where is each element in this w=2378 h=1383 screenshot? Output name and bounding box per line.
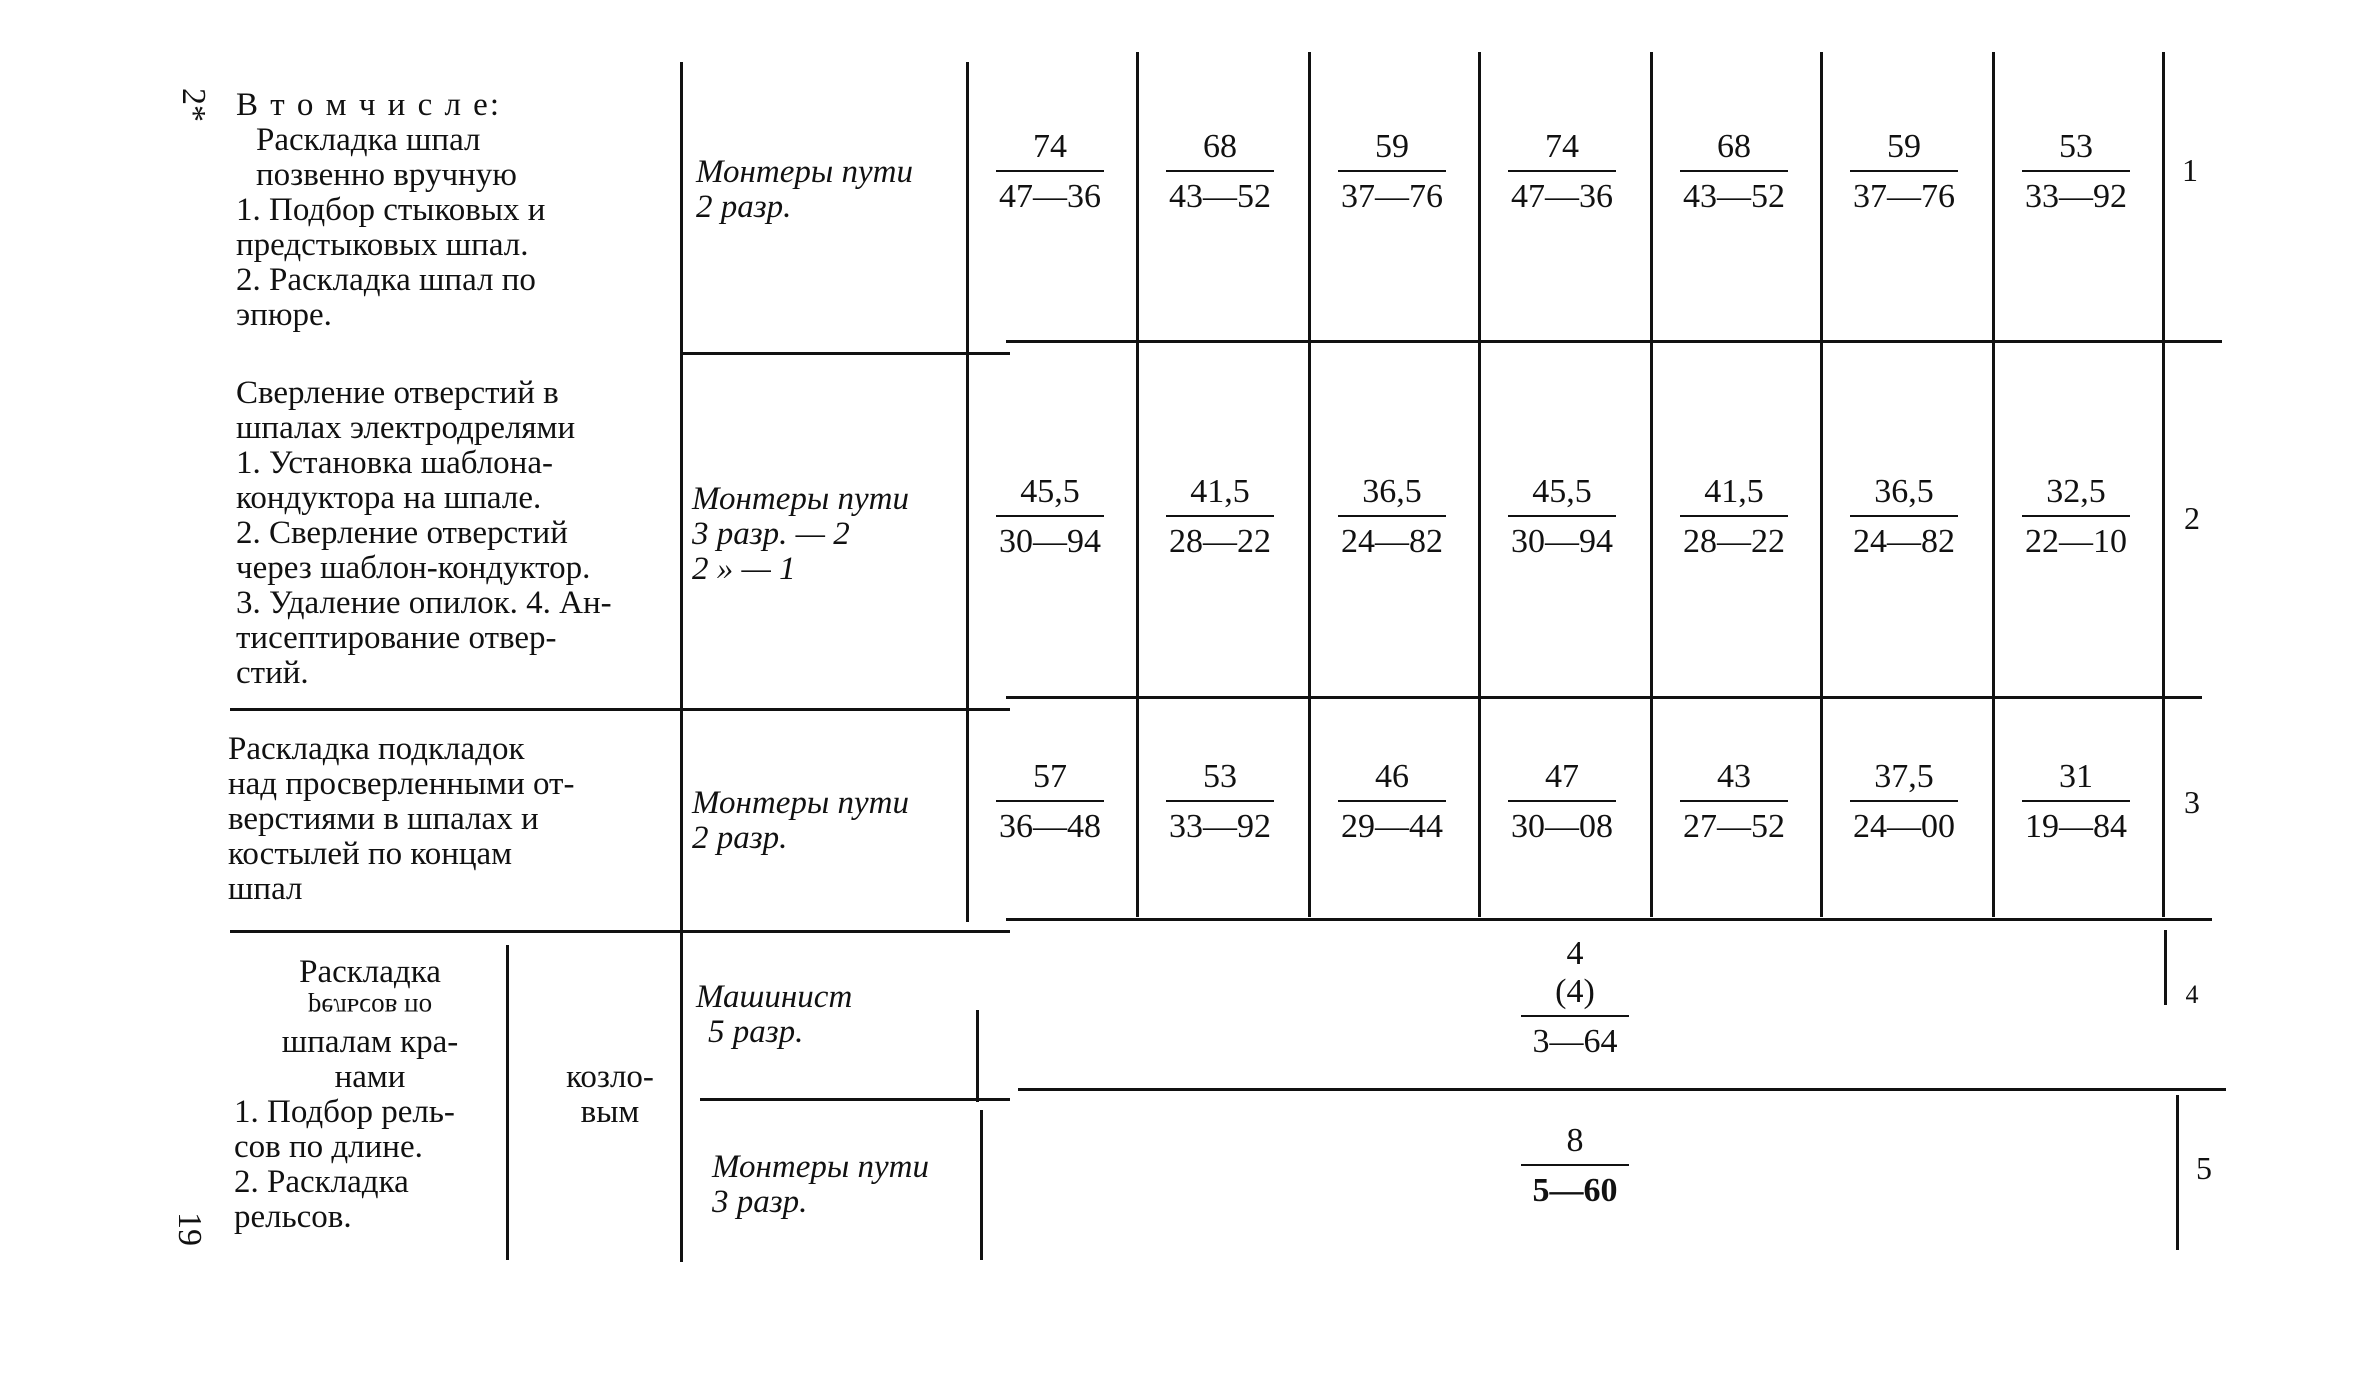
row-2-value-4: 45,5 30—94 [1502, 473, 1622, 561]
row-divider [230, 708, 1010, 711]
column-divider [976, 1010, 979, 1102]
column-divider [2162, 52, 2165, 917]
row-divider [1006, 918, 2212, 921]
row-3-value-7: 31 19—84 [2016, 758, 2136, 846]
row-3-value-4: 47 30—08 [1502, 758, 1622, 846]
row-3-value-1: 57 36—48 [990, 758, 1110, 846]
row-2-value-5: 41,5 28—22 [1674, 473, 1794, 561]
column-divider [2176, 1095, 2179, 1250]
row-2-value-7: 32,5 22—10 [2016, 473, 2136, 561]
row-4-number: 4 [2185, 980, 2199, 1009]
column-divider [506, 945, 509, 1260]
row-1-value-4: 74 47—36 [1502, 128, 1622, 216]
column-divider [980, 1110, 983, 1260]
row-1-value-1: 74 47—36 [990, 128, 1110, 216]
column-divider [1820, 52, 1823, 917]
row-3-number: 3 [2184, 784, 2200, 820]
row-divider [680, 352, 1010, 355]
row-3-worker: Монтеры пути 2 разр. [692, 785, 909, 856]
row-2-value-2: 41,5 28—22 [1160, 473, 1280, 561]
rail-description: Раскладка рельсов по шпалам кра- нами 1. Подбор рель- сов по длине. 2. Раскладка рельсов. [234, 954, 459, 1235]
row-5-number: 5 [2196, 1150, 2212, 1186]
row-5-value: 8 5—60 [1515, 1122, 1635, 1210]
column-divider [1992, 52, 1995, 917]
row-3-description: Раскладка подкладок над просверленными от- верстиями в шпалах и костылей по концам шпал [228, 731, 575, 907]
row-2-worker: Монтеры пути 3 разр. — 2 2 » — 1 [692, 481, 909, 587]
column-divider [680, 62, 683, 1262]
row-divider [1006, 340, 2222, 343]
row-4-worker: Машинист 5 разр. [696, 979, 853, 1050]
page-signature-mark: 2* [175, 88, 212, 122]
row-1-value-5: 68 43—52 [1674, 128, 1794, 216]
row-1-number: 1 [2182, 152, 2198, 188]
row-1-value-7: 53 33—92 [2016, 128, 2136, 216]
row-divider [700, 1098, 1010, 1101]
column-divider [1478, 52, 1481, 917]
row-2-number: 2 [2184, 500, 2200, 536]
row-divider [1006, 696, 2202, 699]
row-4-value: 4 (4) 3—64 [1515, 935, 1635, 1061]
row-3-value-2: 53 33—92 [1160, 758, 1280, 846]
row-2-value-1: 45,5 30—94 [990, 473, 1110, 561]
column-divider [1650, 52, 1653, 917]
row-divider [230, 930, 1010, 933]
row-1-value-3: 59 37—76 [1332, 128, 1452, 216]
row-2-description: Сверление отверстий в шпалах электродрелями 1. Установка шаблона- кондуктора на шпале. 2. Сверление отверстий через шаблон-кондуктор. 3. Удаление опилок. 4. Ан- тисептирование отвер- стий. [236, 375, 612, 691]
column-divider [1308, 52, 1311, 917]
column-divider [966, 62, 969, 922]
rail-description-crane-type: козло- вым [566, 1059, 654, 1130]
row-1-worker: Монтеры пути 2 разр. [696, 154, 913, 225]
row-1-value-2: 68 43—52 [1160, 128, 1280, 216]
row-3-value-3: 46 29—44 [1332, 758, 1452, 846]
row-divider [1018, 1088, 2226, 1091]
row-1-value-6: 59 37—76 [1844, 128, 1964, 216]
row-2-value-3: 36,5 24—82 [1332, 473, 1452, 561]
row-3-value-5: 43 27—52 [1674, 758, 1794, 846]
column-divider [1136, 52, 1139, 917]
page-number: 19 [171, 1212, 208, 1246]
row-3-value-6: 37,5 24—00 [1844, 758, 1964, 846]
column-divider [2164, 930, 2167, 1005]
row-1-description: В т о м ч и с л е: Раскладка шпал позвенно вручную 1. Подбор стыковых и предстыковых шпал. 2. Раскладка шпал по эпюре. [236, 87, 546, 333]
row-5-worker: Монтеры пути 3 разр. [712, 1149, 929, 1220]
row-2-value-6: 36,5 24—82 [1844, 473, 1964, 561]
